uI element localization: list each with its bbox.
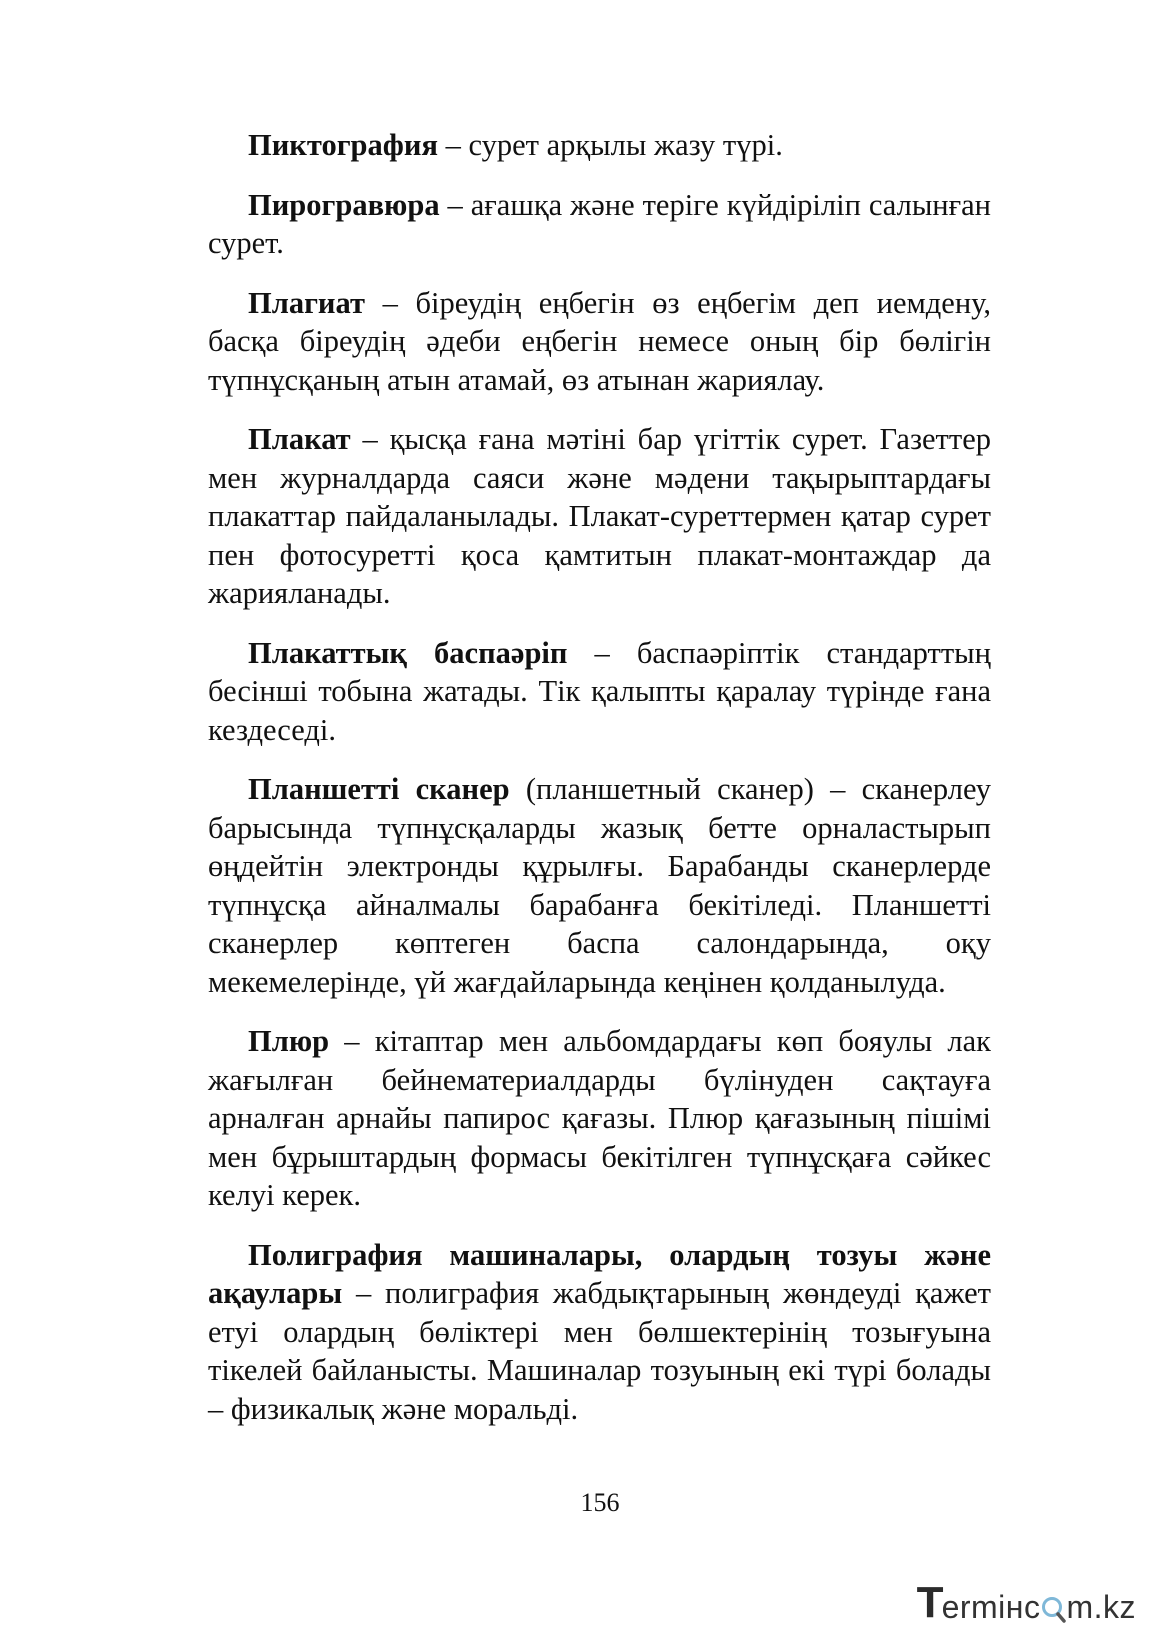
watermark-text-a: ermінc (941, 1589, 1041, 1625)
watermark-text-b: m.kz (1066, 1589, 1136, 1625)
entry-definition: (планшетный сканер) – сканерлеу барысында түпнұсқаларды жазық бетте орналастырып өңдейтін электронды құрылғы. Барабанды сканерлерде түпнұсқа айналмалы барабанға бекітіледі. Планшетті сканерлер көптеген баспа салондарында, оқу мекемелерінде, үй жағдайларында кеңінен қолданылуда. (208, 772, 991, 999)
glossary-entry-tissue-paper (208, 1022, 991, 1215)
glossary-entry-plagiarism (208, 284, 991, 400)
entry-definition: – кітаптар мен альбомдардағы көп бояулы лак жағылған бейнематериалдарды бүлінуден сақтауға арналған арнайы папирос қағазы. Плюр қағазының пішімі мен бұрыштардың формасы бекітілген түпнұсқаға сәйкес келуі керек. (208, 1024, 991, 1212)
entry-term: Пиктография (248, 128, 438, 162)
glossary-entry-pyrography (208, 186, 991, 263)
entry-term: Пирогравюра (248, 187, 440, 222)
magnifier-icon (1040, 1589, 1066, 1625)
site-watermark (917, 1579, 1136, 1625)
entry-term: Плакаттық баспаәріп (248, 635, 568, 670)
glossary-entry-pictography (208, 126, 991, 165)
entry-term: Плюр (248, 1024, 330, 1058)
entry-definition: – баспаәріптік стандарттың бесінші тобына жатады. Тік қалыпты қаралау түрінде ғана кездеседі. (208, 635, 991, 747)
entry-term: Полиграфия машиналары, олардың тозуы және ақаулары (208, 1237, 991, 1310)
glossary-entry-poster (208, 420, 991, 613)
entry-definition: – ағашқа және теріге күйдіріліп салынған сурет. (208, 187, 991, 260)
entry-definition: – қысқа ғана мәтіні бар үгіттік сурет. Газеттер мен журналдарда саяси және мәдени тақырыптардағы плакаттар пайдаланылады. Плакат-суреттермен қатар сурет пен фотосуретті қоса қамтитын плакат-монтаждар да жарияланады. (208, 422, 991, 610)
glossary-entry-poster-typeface (208, 634, 991, 750)
entry-term: Планшетті сканер (248, 772, 510, 806)
entry-definition: – полиграфия жабдықтарының жөндеуді қажет етуі олардың бөліктері мен бөлшектерінің тозығуына тікелей байланысты. Машиналар тозуының екі түрі болады – физикалық және моральді. (208, 1276, 991, 1426)
watermark-letter-t: T (916, 1578, 944, 1627)
entry-definition: – сурет арқылы жазу түрі. (437, 128, 783, 162)
page-body (208, 126, 991, 1449)
entry-term: Плагиат (248, 285, 365, 320)
glossary-entry-printing-machines (208, 1236, 991, 1429)
entry-term: Плакат (248, 422, 351, 456)
page-number: 156 (580, 1488, 620, 1517)
glossary-entry-flatbed-scanner (208, 770, 991, 1001)
entry-definition: – біреудің еңбегін өз еңбегім деп иемдену, басқа біреудің әдеби еңбегін немесе оның бір бөлігін түпнұсқаның атын атамай, өз атынан жариялау. (208, 285, 991, 397)
